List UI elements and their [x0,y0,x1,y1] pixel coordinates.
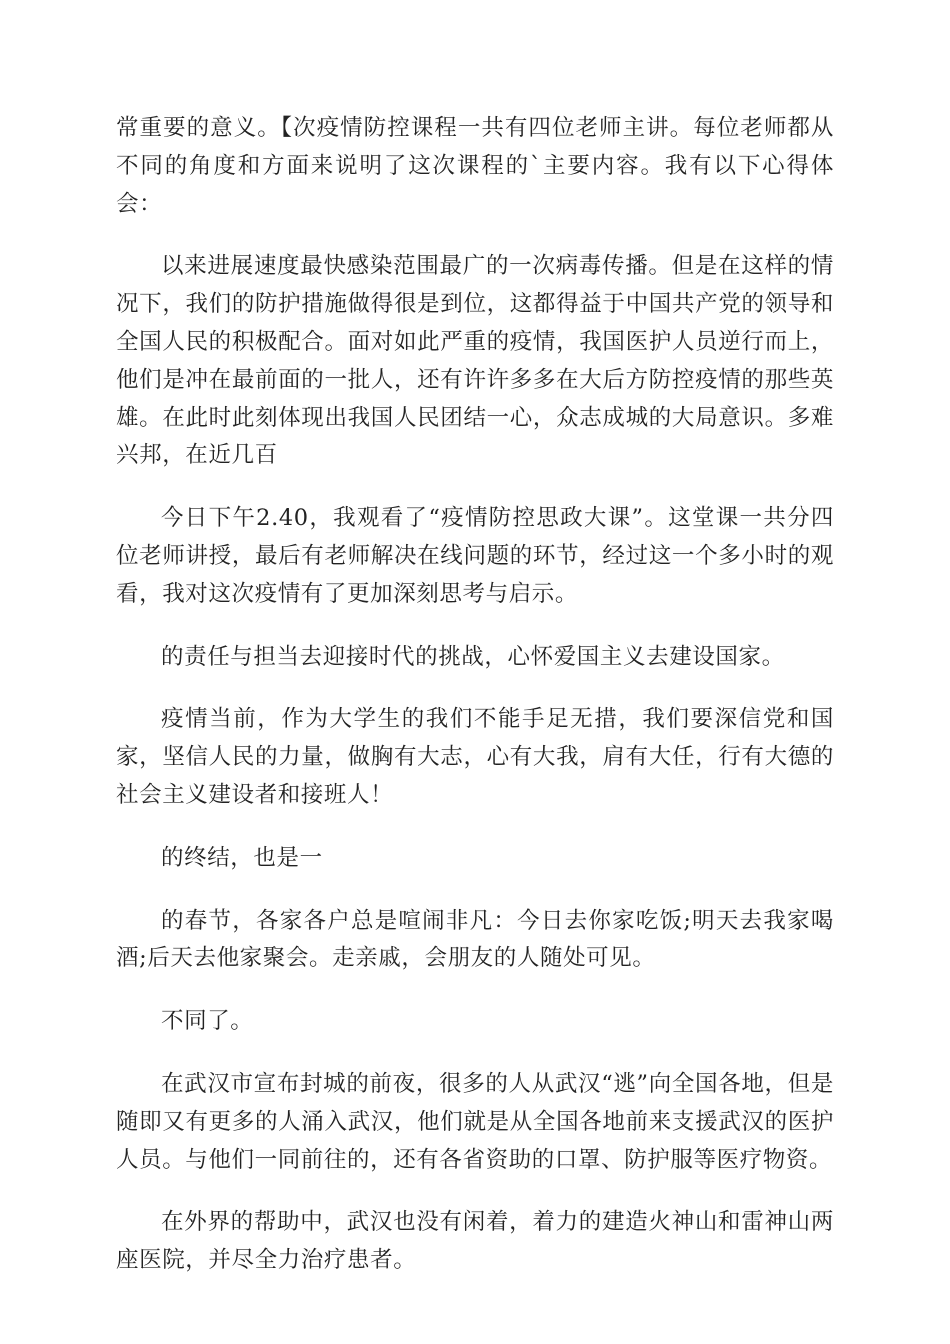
paragraph: 今日下午2.40，我观看了“疫情防控思政大课”。这堂课一共分四位老师讲授，最后有老师解决在线问题的环节，经过这一个多小时的观看，我对这次疫情有了更加深刻思考与启示。 [116,505,834,607]
paragraph: 的责任与担当去迎接时代的挑战，心怀爱国主义去建设国家。 [161,643,785,670]
paragraph: 在武汉市宣布封城的前夜，很多的人从武汉“逃”向全国各地，但是随即又有更多的人涌入武汉，他们就是从全国各地前来支援武汉的医护人员。与他们一同前往的，还有各省资助的口罩、防护服等医疗物资。 [116,1070,834,1173]
paragraph: 以来进展速度最快感染范围最广的一次病毒传播。但是在这样的情况下，我们的防护措施做得很是到位，这都得益于中国共产党的领导和全国人民的积极配合。面对如此严重的疫情，我国医护人员逆行而上，他们是冲在最前面的一批人，还有许许多多在大后方防控疫情的那些英雄。在此时此刻体现出我国人民团结一心，众志成城的大局意识。多难兴邦，在近几百 [116,253,834,469]
paragraph: 疫情当前，作为大学生的我们不能手足无措，我们要深信党和国家，坚信人民的力量，做胸有大志，心有大我，肩有大任，行有大德的社会主义建设者和接班人！ [116,706,834,808]
paragraph: 的春节，各家各户总是喧闹非凡：今日去你家吃饭;明天去我家喝酒;后天去他家聚会。走亲戚，会朋友的人随处可见。 [116,907,834,972]
paragraph: 常重要的意义。【次疫情防控课程一共有四位老师主讲。每位老师都从不同的角度和方面来说明了这次课程的`主要内容。我有以下心得体会： [116,115,834,217]
paragraph: 的终结，也是一 [161,844,323,871]
paragraph: 在外界的帮助中，武汉也没有闲着，着力的建造火神山和雷神山两座医院，并尽全力治疗患者。 [116,1209,834,1274]
document-body [116,110,834,1305]
paragraph: 不同了。 [161,1008,254,1035]
